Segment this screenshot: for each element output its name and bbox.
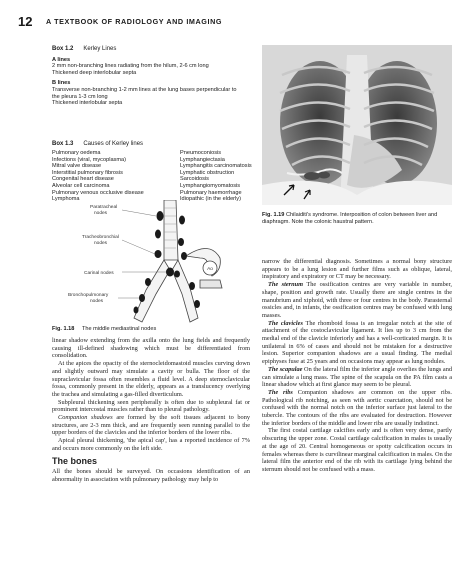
ribs-heading: The ribs <box>268 388 293 396</box>
paragraph: The first costal cartilage calcifies early and is often very dense, partly obscuring the upper zone. Costal cartilage calcification in males is usually at the age of 20. Central homogeneous or spotty calcification occurs in females whereas there is curvilinear marginal calcification in males. On the lateral film the anterior end of the rib with its cartilage lying behind the sternum should not be confused with a mass. <box>262 427 452 473</box>
a-lines-heading: A lines <box>52 56 71 63</box>
figure-118-caption <box>52 326 156 332</box>
section-heading-bones: The bones <box>52 455 98 466</box>
paragraph: narrow the differential diagnosis. Sometimes a normal bony structure appears to be a lung lesion and further films such as oblique, lateral, inspiratory and expiratory or CT may be necessary. <box>262 258 452 281</box>
b-line-2: the pleura 1-3 cm long <box>52 93 108 100</box>
figure-118-label: Fig. 1.18 <box>52 326 75 332</box>
box-title: Box 1.3 Causes of Kerley lines <box>52 141 144 147</box>
paragraph: Apical pleural thickening, 'the apical cap', has a reported incidence of 7% and occurs more commonly on the left side. <box>52 437 250 452</box>
box-causes-kerley <box>52 141 252 203</box>
cause-item: Idiopathic (in the elderly) <box>180 196 241 203</box>
paragraph: The ribs Companion shadows are common on the upper ribs. Pathological rib notching, as seen with aortic coarctation, should not be confused with the normal notch on the inferior surface just lateral to the tubercle. The contours of the ribs are evaluated for destruction. However the inferior borders of the middle and lower ribs are usually indistinct. <box>262 388 452 427</box>
aorta-label: Ao <box>207 267 213 272</box>
paragraph: The sternum The ossification centres are very variable in number, shape, position and growth rate. Usually there are single centres in the manubrium and xiphoid, with three or four centres in the body. Parasternal ossicles and, in infants, the ossification centres may be confused with lung masses. <box>262 281 452 319</box>
mediastinal-nodes-diagram <box>60 200 250 328</box>
clavicles-heading: The clavicles <box>268 319 303 327</box>
bronchopulmonary-label: Bronchopulmonary <box>68 293 109 298</box>
cause-item: Pulmonary venous occlusive disease <box>52 189 144 196</box>
bronchopulmonary-label-2: nodes <box>90 299 104 304</box>
carinal-label: Carinal nodes <box>84 271 114 276</box>
b-line-1: Transverse non-branching 1-2 mm lines at the lung bases perpendicular to <box>52 86 237 93</box>
b-line-3: Thickened interlobular septa <box>52 100 123 107</box>
paragraph: At the apices the opacity of the sternocleidomastoid muscles curving down and slightly outward may simulate a cavity or bulla. The floor of the supraclavicular fossa often resembles a fluid level. A deep sternoclavicular fossa, commonly present in the elderly, appears as a translucency overlying the trachea and simulating a gas-filled diverticulum. <box>52 360 250 398</box>
box-title: Box 1.2 Kerley Lines <box>52 46 117 52</box>
box-kerley-lines <box>52 46 252 107</box>
cause-item: Infections (viral, mycoplasma) <box>52 156 126 163</box>
paragraph: The scapulae On the lateral film the inferior angle overlies the lungs and can simulate a lung mass. The spine of the scapula on the PA film casts a linear shadow which at first glance may seem to be pleural. <box>262 365 452 389</box>
paragraph: linear shadow extending from the axilla onto the lung fields and frequently causing ill-defined shadowing which must be differentiated from consolidation. <box>52 337 250 360</box>
sternum-heading: The sternum <box>268 281 303 289</box>
cause-item: Interstitial pulmonary fibrosis <box>52 169 123 176</box>
chest-xray-image <box>262 45 452 205</box>
cause-item: Alveolar cell carcinoma <box>52 182 110 189</box>
paragraph: Subpleural thickening seen peripherally is often due to subpleural fat or prominent intercostal muscles rather than to pleural pathology. <box>52 398 250 414</box>
paratracheal-label-2: nodes <box>94 211 108 216</box>
cause-item: Pulmonary haemorrhage <box>180 189 242 196</box>
cause-item: Mitral valve disease <box>52 163 102 170</box>
left-body-text <box>52 337 250 484</box>
tracheobronchial-label: Tracheobronchial <box>82 235 119 240</box>
paragraph: Companion shadows are formed by the soft tissues adjacent to bony structures, are 2-3 mm thick, and are frequently seen running parallel to the upper borders of the clavicles and the inferior borders of the lower ribs. <box>52 414 250 437</box>
cause-item: Congenital heart disease <box>52 176 114 183</box>
tracheobronchial-label-2: nodes <box>94 241 108 246</box>
cause-item: Lymphoma <box>52 196 80 203</box>
running-head: A TEXTBOOK OF RADIOLOGY AND IMAGING <box>46 17 223 26</box>
figure-119-text: Chilaiditi's syndrome. Interposition of colon between liver and diaphragm. Note the colonic haustral pattern. <box>262 212 438 225</box>
scapulae-heading: The scapulae <box>268 365 303 373</box>
cause-item: Pulmonary oedema <box>52 150 101 156</box>
paragraph: All the bones should be surveyed. On occasions identification of an abnormality in association with pulmonary pathology may help to <box>52 468 250 483</box>
causes-right-column <box>180 150 260 203</box>
companion-shadows-term: Companion shadows <box>58 414 113 422</box>
cause-item: Lymphangiomyomatosis <box>180 182 241 189</box>
right-body-text <box>262 258 452 474</box>
cause-item: Lymphangiectasia <box>180 156 225 163</box>
a-line-1: 2 mm non-branching lines radiating from the hilum, 2-6 cm long <box>52 63 209 70</box>
page-number: 12 <box>18 14 33 29</box>
figure-118-text: The middle mediastinal nodes <box>81 326 157 332</box>
a-line-2: Thickened deep interlobular septa <box>52 69 137 76</box>
causes-left-column <box>52 150 152 203</box>
cause-item: Lymphangitis carcinomatosis <box>180 163 252 170</box>
cause-item: Lymphatic obstruction <box>180 169 235 176</box>
cause-item: Pneumoconiosis <box>180 150 222 156</box>
cause-item: Sarcoidosis <box>180 176 209 183</box>
figure-119-caption <box>262 212 452 225</box>
paratracheal-label: Paratracheal <box>90 205 118 210</box>
b-lines-heading: B lines <box>52 80 71 87</box>
figure-119-label: Fig. 1.19 <box>262 212 285 218</box>
paragraph: The clavicles The rhomboid fossa is an irregular notch at the site of attachment of the costoclavicular ligament. It lies up to 3 cm from the medial end of the clavicle inferiorly and has a well-corticated margin. It is unilateral in 6% of cases and should not be mistaken for a destructive lesion. Superior companion shadows are a usual finding. The medial epiphyses fuse at 25 years and on occasions may appear as lung nodules. <box>262 319 452 366</box>
